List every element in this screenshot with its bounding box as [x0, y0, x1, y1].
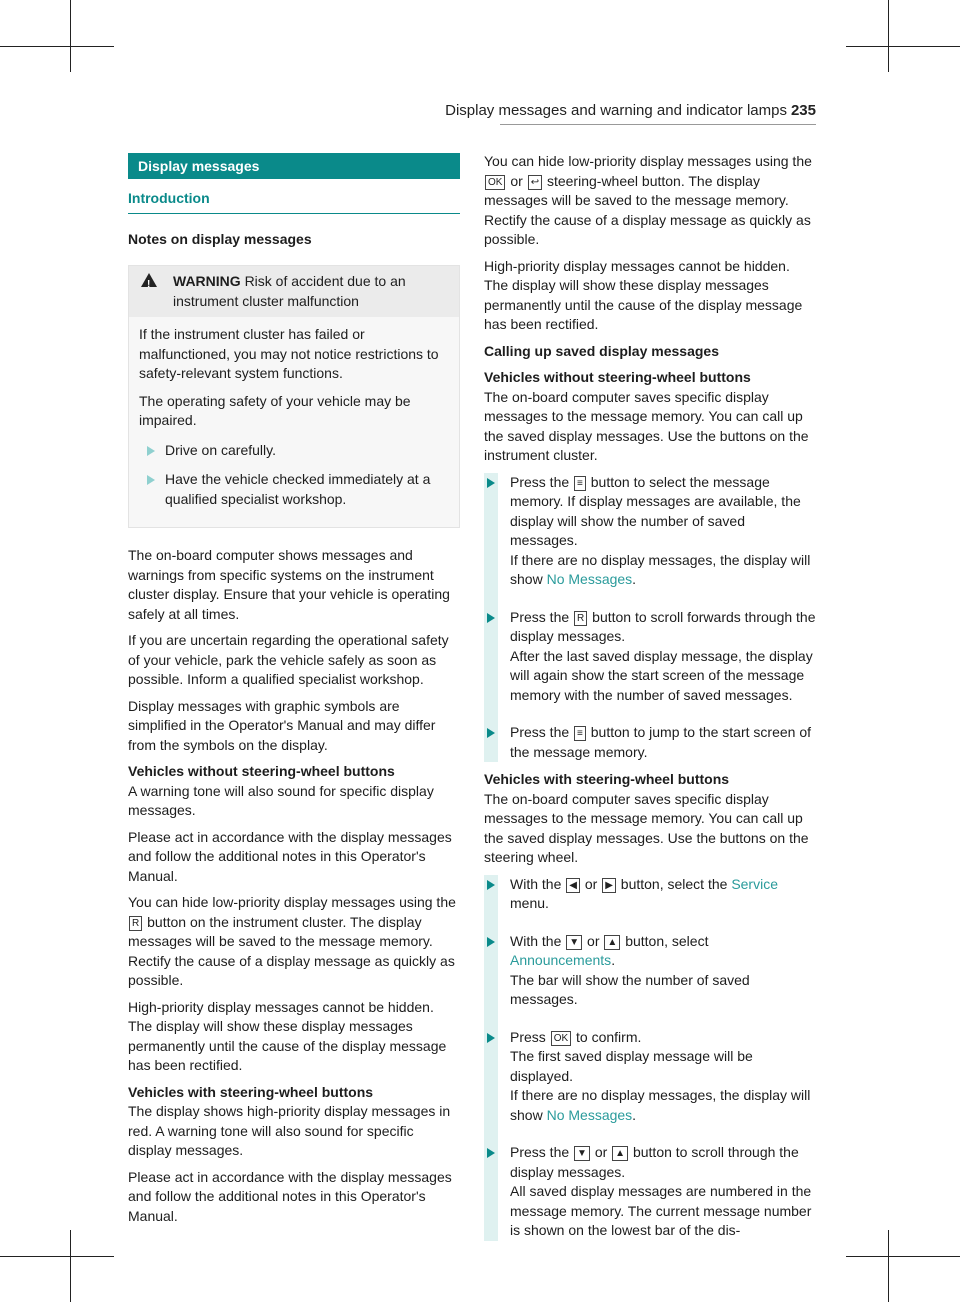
warning-box	[128, 265, 460, 528]
step: Press the ≡ button to jump to the start screen of the message memory.	[484, 723, 816, 762]
right-column	[484, 152, 816, 1241]
step: With the ▼ or ▲ button, select Announcements. The bar will show the number of saved messages.	[484, 932, 816, 1010]
steps-group	[484, 473, 816, 763]
paragraph: The on-board computer shows messages and warnings from specific systems on the instrument cluster display. Ensure that your vehicle is operating safely at all times.	[128, 547, 450, 622]
header-title: Display messages and warning and indicator lamps	[445, 102, 787, 119]
down-button-icon: ▼	[574, 1146, 590, 1161]
display-text: Service	[731, 875, 778, 892]
display-text: Announcements	[510, 952, 612, 968]
step-arrow-icon	[147, 446, 155, 456]
paragraph: The on-board computer saves specific display messages to the message memory. You can call up the saved display messages. Use the buttons on the steering wheel.	[484, 790, 809, 865]
paragraph: You can hide low-priority display messages using the R button on the instrument cluster. The display messages will be saved to the message memory. Rectify the cause of a display message as quickly as possible.	[128, 894, 456, 988]
down-button-icon: ▼	[566, 935, 582, 950]
warning-body	[129, 317, 459, 527]
subheading: Vehicles without steering-wheel buttons	[484, 369, 751, 385]
display-text: No Messages	[546, 571, 633, 587]
step: Press the ▼ or ▲ button to scroll through the display messages. All saved display messages are numbered in the message memory. The current message number is shown on the lowest bar of the dis-	[484, 1143, 816, 1241]
step: With the ◀ or ▶ button, select the Service menu.	[484, 875, 816, 914]
step: Press OK to confirm. The first saved display message will be displayed. If there are no display messages, the display will show No Messages.	[484, 1028, 816, 1126]
step-arrow-icon	[487, 937, 495, 947]
menu-button-icon: ≡	[574, 726, 586, 741]
paragraph: If you are uncertain regarding the operational safety of your vehicle, park the vehicle safely as soon as possible. Inform a qualified specialist workshop.	[128, 632, 449, 687]
warning-icon	[141, 273, 157, 287]
up-button-icon: ▲	[604, 935, 620, 950]
ok-button-icon: OK	[485, 175, 505, 190]
subheading: Calling up saved display messages	[484, 342, 719, 359]
section-title: Display messages	[128, 153, 460, 179]
crop-mark	[0, 1256, 114, 1257]
notes-heading: Notes on display messages	[128, 230, 312, 247]
step: Press the R button to scroll forwards through the display messages. After the last saved display message, the display will again show the start screen of the message memory with the number of saved messages.	[484, 608, 816, 706]
step-arrow-icon	[487, 1148, 495, 1158]
running-header	[445, 102, 816, 125]
paragraph: The on-board computer saves specific display messages to the message memory. You can call up the saved display messages. Use the buttons on the instrument cluster.	[484, 388, 809, 463]
warning-header	[129, 266, 459, 317]
left-column	[128, 153, 460, 1233]
crop-mark	[846, 46, 960, 47]
paragraph: High-priority display messages cannot be hidden. The display will show these display messages permanently until the cause of the display message has been rectified.	[128, 998, 447, 1073]
menu-button-icon: ≡	[574, 476, 586, 491]
warning-title: Risk of accident due to an instrument cluster malfunction	[173, 273, 406, 309]
step-arrow-icon	[487, 880, 495, 890]
left-button-icon: ◀	[566, 878, 580, 893]
crop-mark	[888, 0, 889, 72]
step: Press the ≡ button to select the message memory. If display messages are available, the display will show the number of saved messages. If there are no display messages, the display will show No Messages.	[484, 473, 816, 590]
step-arrow-icon	[487, 728, 495, 738]
subheading: Vehicles with steering-wheel buttons	[484, 771, 730, 787]
step-arrow-icon	[487, 478, 495, 488]
paragraph: The display shows high-priority display messages in red. A warning tone will also sound for specific display messages.	[128, 1103, 451, 1158]
warning-step: Have the vehicle checked immediately at a qualified specialist workshop.	[139, 470, 449, 509]
crop-mark	[0, 46, 114, 47]
intro-heading: Introduction	[128, 185, 460, 214]
warning-label: WARNING	[173, 273, 241, 289]
right-button-icon: ▶	[602, 878, 616, 893]
crop-mark	[888, 1230, 889, 1302]
subheading: Vehicles with steering-wheel buttons	[128, 1083, 374, 1100]
display-text: No Messages	[546, 1106, 633, 1123]
step-arrow-icon	[147, 475, 155, 485]
crop-mark	[70, 0, 71, 72]
crop-mark	[70, 1230, 71, 1302]
paragraph: High-priority display messages cannot be hidden. The display will show these display messages permanently until the cause of the display message has been rectified.	[484, 257, 803, 332]
paragraph: You can hide low-priority display messages using the OK or ↩ steering-wheel button. The display messages will be saved to the message memory. Rectify the cause of a display message as quickly as possible.	[484, 153, 812, 247]
paragraph: Please act in accordance with the display messages and follow the additional notes in this Operator's Manual.	[128, 828, 452, 884]
steps-group	[484, 875, 816, 1241]
step-arrow-icon	[487, 613, 495, 623]
subheading: Vehicles without steering-wheel buttons	[128, 763, 395, 779]
paragraph: Please act in accordance with the display messages and follow the additional notes in this Operator's Manual.	[128, 1168, 452, 1224]
ok-button-icon: OK	[551, 1031, 571, 1046]
crop-mark	[846, 1256, 960, 1257]
warning-step: Drive on carefully.	[139, 441, 449, 461]
warning-text: The operating safety of your vehicle may be impaired.	[139, 392, 411, 428]
paragraph: Display messages with graphic symbols are simplified in the Operator's Manual and may differ from the symbols on the display.	[128, 697, 436, 753]
r-button-icon: R	[129, 916, 142, 931]
warning-text: If the instrument cluster has failed or malfunctioned, you may not notice restrictions to safety-relevant system functions.	[139, 326, 439, 381]
page-number: 235	[790, 102, 816, 119]
back-button-icon: ↩	[528, 175, 542, 190]
paragraph: A warning tone will also sound for specific display messages.	[128, 782, 434, 818]
r-button-icon: R	[574, 611, 587, 626]
up-button-icon: ▲	[612, 1146, 628, 1161]
step-arrow-icon	[487, 1033, 495, 1043]
